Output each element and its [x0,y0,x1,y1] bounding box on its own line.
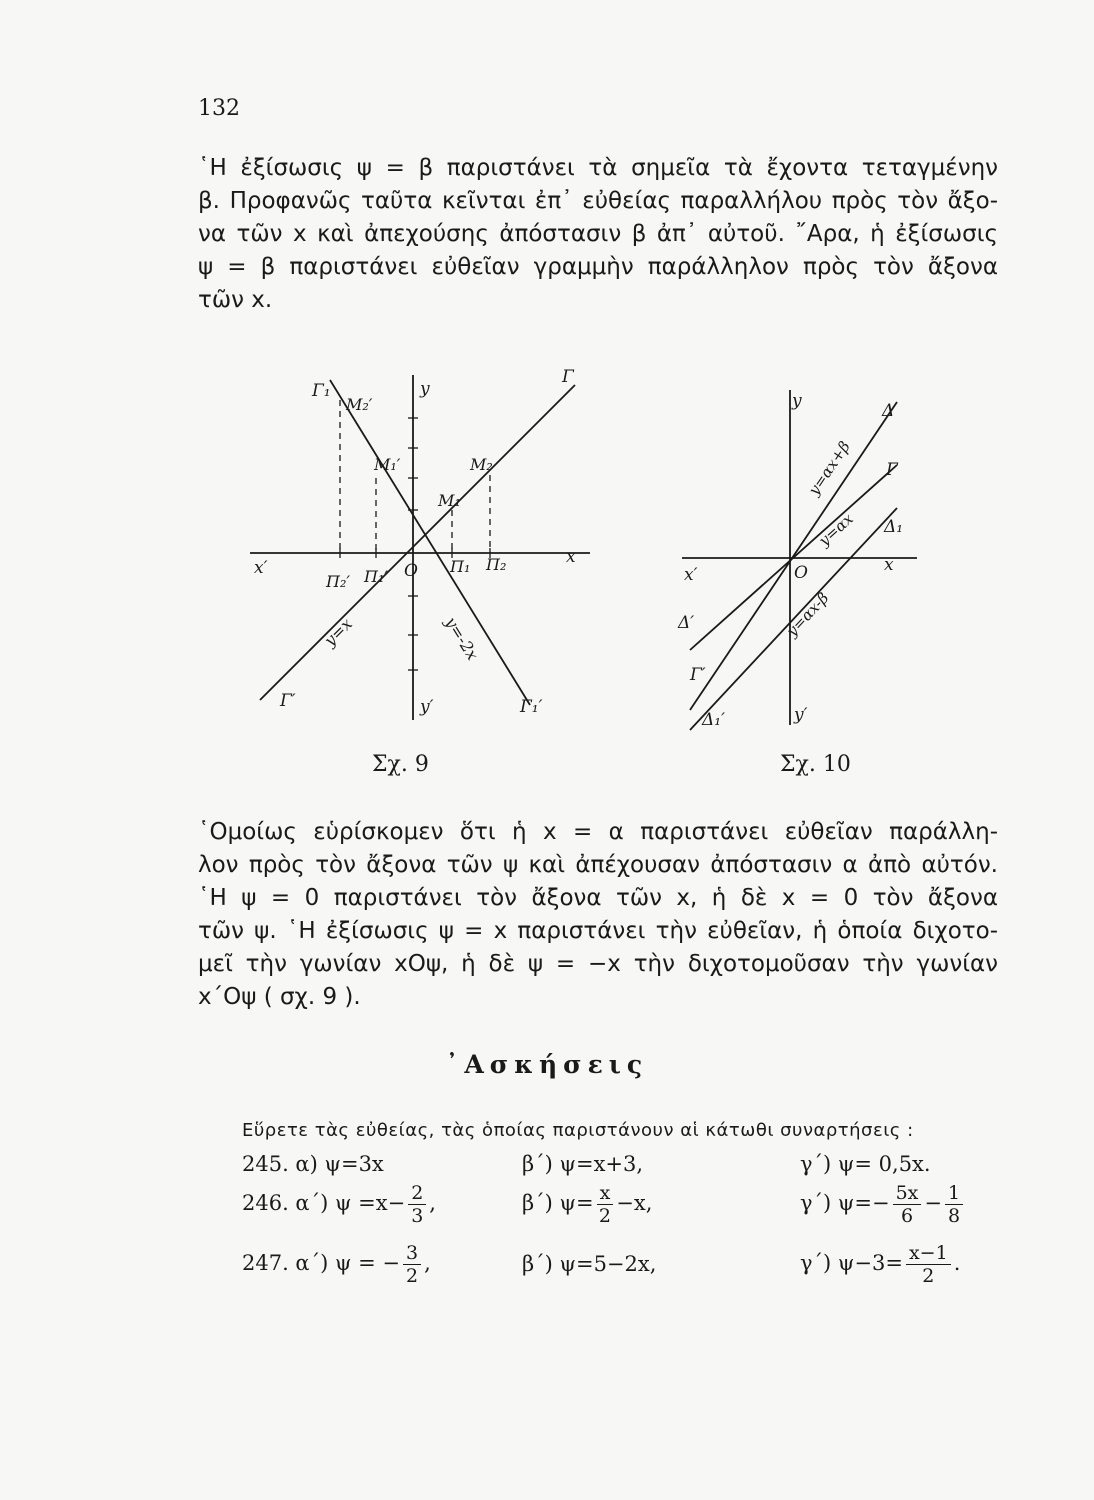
formula-text: γ΄) ψ=− [800,1191,890,1215]
fraction [945,1182,963,1227]
numerator: 2 [408,1182,426,1205]
label-y-prime: y′ [794,705,808,725]
exercise-245-c: γ΄) ψ= 0,5x. [800,1152,931,1176]
label-x-prime: x′ [254,558,268,578]
label-y: y [420,379,430,399]
label-P1: Π₁ [450,557,471,576]
exercise-number: 245. α) [242,1152,318,1176]
text-line: τῶν ψ. ῾Η ἐξίσωσις ψ = x παριστάνει τὴν εὐθεῖαν, ἡ ὁποία διχοτο- [198,918,998,944]
formula-text: ψ =x− [335,1191,406,1215]
numerator: x [597,1182,614,1205]
exercise-246-a [242,1182,436,1227]
line-alpha-x-plus-beta [690,402,897,710]
formula-text: −x, [616,1191,653,1215]
exercise-part-a: ψ=3x [324,1152,384,1176]
exercise-246-b [522,1182,652,1227]
fraction [408,1182,426,1227]
figure-9-diagram [240,360,600,750]
label-line-bot: y=αx-β [782,588,833,641]
formula-text: , [429,1191,436,1215]
label-line-y-x: y=x [320,614,357,650]
fraction [906,1242,951,1287]
exercises-instruction: Εὕρετε τὰς εὐθείας, τὰς ὁποίας παριστάνουν αἱ κάτωθι συναρτήσεις : [242,1120,914,1141]
label-P1-prime: Π₁′ [364,567,388,586]
formula-text: , [424,1251,431,1275]
numerator: 3 [403,1242,421,1265]
text-line: τῶν x. [198,287,273,313]
exercise-number: 246. α΄) [242,1191,329,1215]
text-line: β. Προφανῶς ταῦτα κεῖνται ἐπ᾽ εὐθείας παραλλήλου πρὸς τὸν ἄξο- [198,188,998,214]
label-y: y [792,391,802,411]
numerator: x−1 [906,1242,951,1265]
paragraph-1 [198,152,998,317]
page-number: 132 [198,96,240,121]
label-y-prime: y′ [420,697,434,717]
figure-10-diagram [672,380,932,750]
text-line: λον πρὸς τὸν ἄξονα τῶν ψ καὶ ἀπέχουσαν ἀπόστασιν α ἀπὸ αὐτόν. [198,852,998,878]
formula-text: γ΄) ψ−3= [800,1251,903,1275]
label-line-y-2x: y=-2x [441,613,483,664]
denominator: 2 [406,1265,419,1287]
formula-text: − [924,1191,942,1215]
text-line: μεῖ τὴν γωνίαν xOψ, ἡ δὲ ψ = −x τὴν διχοτομοῦσαν τὴν γωνίαν [198,951,998,977]
text-line: x΄Oψ ( σχ. 9 ). [198,984,361,1010]
label-G1: Γ₁ [312,381,331,401]
fraction [403,1242,421,1287]
label-x: x [566,547,576,567]
label-G: Γ [562,367,574,387]
label-x: x [884,555,894,575]
label-M1-prime: M₁′ [374,455,401,474]
formula-text: ψ = − [335,1251,401,1275]
numerator: 5x [893,1182,922,1205]
label-D: Δ [882,401,895,421]
fraction [893,1182,922,1227]
text-line: ῾Η ἐξίσωσις ψ = β παριστάνει τὰ σημεῖα τὰ ἔχοντα τεταγμένην [198,155,998,181]
denominator: 2 [922,1265,935,1287]
label-G: Γ [886,460,898,480]
label-x-prime: x′ [684,565,698,585]
label-P2-prime: Π₂′ [326,572,350,591]
denominator: 2 [598,1205,611,1227]
figure-10 [672,380,932,750]
denominator: 8 [948,1205,961,1227]
exercise-246-c [800,1182,966,1227]
paragraph-2 [198,816,998,1014]
line-y-equals-minus-2x [330,380,530,705]
exercise-247-b: β΄) ψ=5−2x, [522,1252,657,1276]
text-line: ῾Ομοίως εὑρίσκομεν ὅτι ἡ x = α παριστάνει εὐθεῖαν παράλλη- [198,819,998,845]
label-G-prime: Γ′ [280,691,296,711]
formula-text: β΄) ψ= [522,1191,594,1215]
exercise-247-c [800,1242,960,1287]
label-G1-prime: Γ₁′ [520,697,543,717]
exercise-245-label [242,1152,384,1176]
formula-text: . [953,1251,961,1275]
exercise-number: 247. α΄) [242,1251,329,1275]
exercises-heading: ᾿Ασκήσεις [445,1050,649,1079]
label-O: O [794,563,808,583]
fraction [597,1182,614,1227]
label-G-prime: Γ′ [690,665,706,685]
label-D-prime: Δ′ [678,613,695,633]
figure-10-caption: Σχ. 10 [780,752,851,777]
numerator: 1 [945,1182,963,1205]
exercise-245-b: β΄) ψ=x+3, [522,1152,644,1176]
label-D1-prime: Δ₁′ [702,710,725,730]
exercise-247-a [242,1242,431,1287]
text-line: να τῶν x καὶ ἀπεχούσης ἀπόστασιν β ἀπ᾽ αὐτοῦ. ῎Αρα, ἡ ἐξίσωσις [198,221,998,247]
label-line-top: y=αx+β [804,437,854,499]
label-P2: Π₂ [486,555,507,574]
text-line: ψ = β παριστάνει εὐθεῖαν γραμμὴν παράλληλον πρὸς τὸν ἄξονα [198,254,998,280]
label-M2: M₂ [470,455,493,474]
label-D1: Δ₁ [884,517,904,537]
label-M1: M₁ [438,491,461,510]
figure-9 [240,360,600,750]
denominator: 6 [900,1205,914,1227]
line-y-equals-x [260,385,575,700]
denominator: 3 [411,1205,424,1227]
figure-9-caption: Σχ. 9 [372,752,429,777]
text-line: ῾Η ψ = 0 παριστάνει τὸν ἄξονα τῶν x, ἡ δὲ x = 0 τὸν ἄξονα [198,885,998,911]
label-O: O [404,561,418,581]
label-M2-prime: M₂′ [346,395,373,414]
label-line-mid: y=αx [815,509,857,550]
